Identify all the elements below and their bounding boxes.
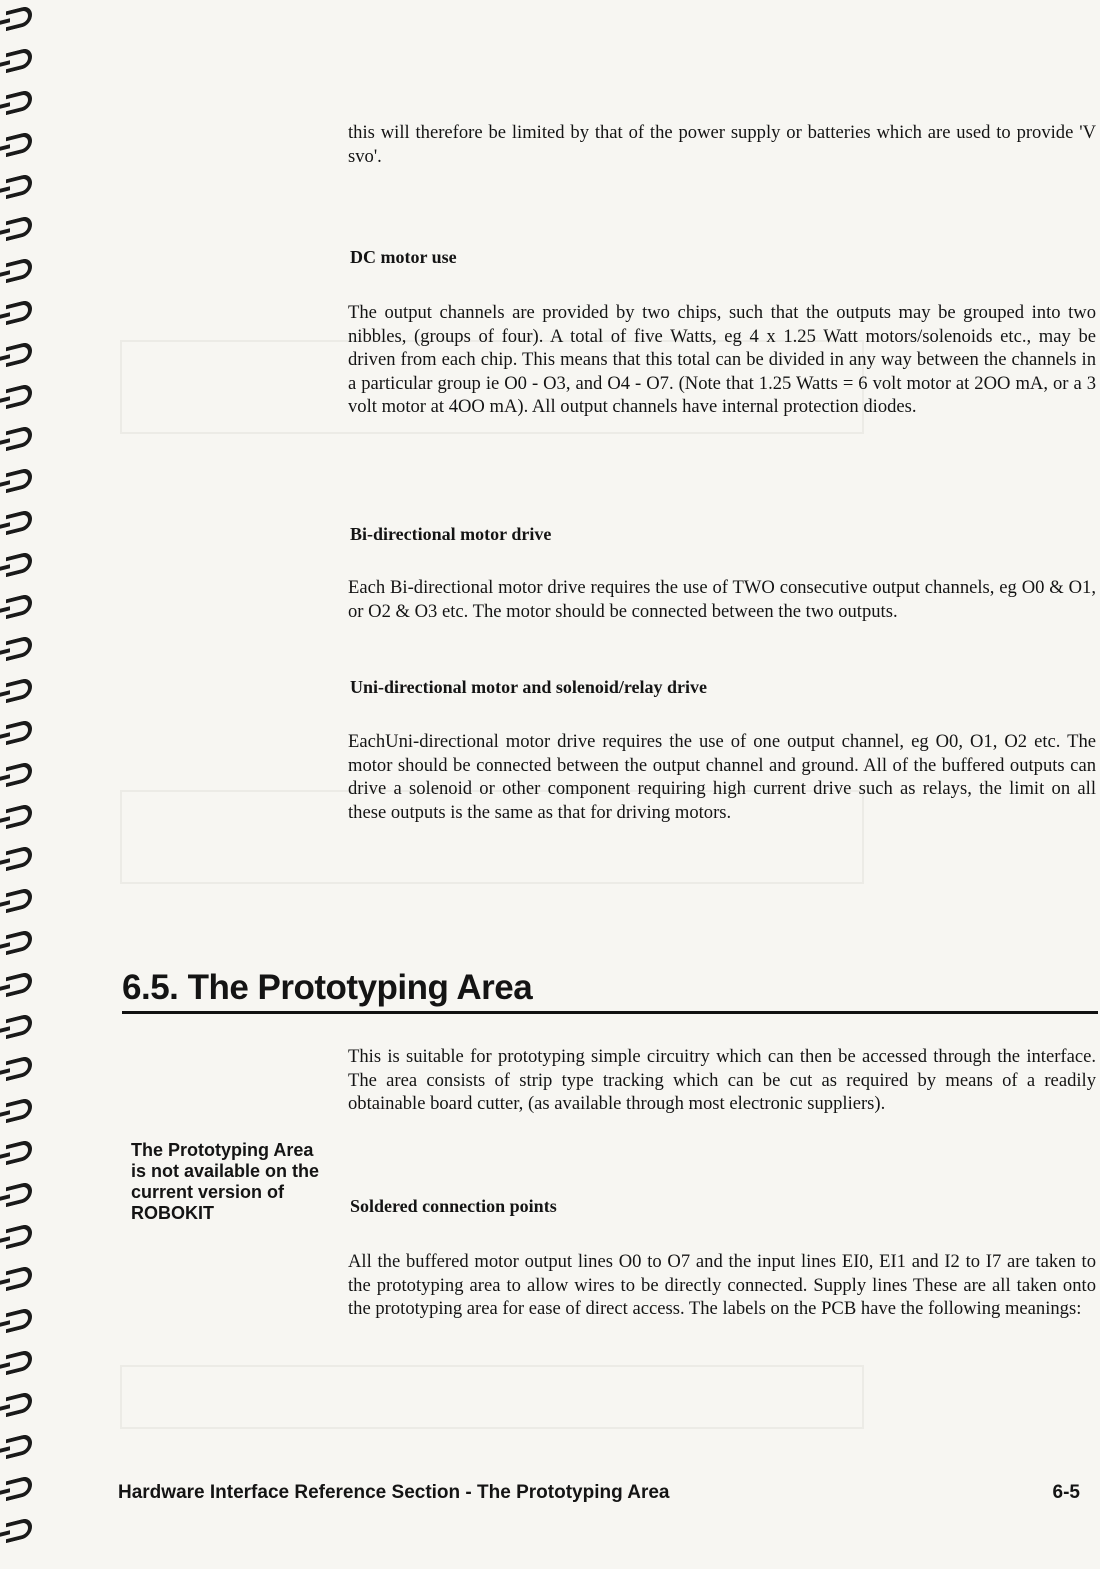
binding-ring [6,1139,32,1165]
prototyping-intro: This is suitable for prototyping simple circuitry which can then be accessed through the interface. The area consists of strip type tracking which can be cut as required by means of a readily obtainable board cutter, (as available through most electronic suppliers). [348,1046,1096,1114]
binding-ring [6,1391,32,1417]
binding-ring [6,971,32,997]
binding-ring [6,341,32,367]
binding-ring [6,1433,32,1459]
bidirectional-paragraph: Each Bi-directional motor drive requires the use of TWO consecutive output channels, eg O0 & O1, or O2 & O3 etc. The motor should be connected between the two outputs. [348,577,1096,622]
dc-motor-heading: DC motor use [350,247,457,267]
unidirectional-heading: Uni-directional motor and solenoid/relay drive [350,677,708,697]
binding-ring [6,887,32,913]
page-number: 6-5 [1052,1482,1080,1503]
soldered-heading: Soldered connection points [350,1196,557,1216]
binding-ring [6,131,32,157]
binding-ring [6,1307,32,1333]
binding-ring [6,299,32,325]
binding-ring [6,425,32,451]
binding-ring [6,803,32,829]
binding-ring [6,173,32,199]
section-heading: 6.5. The Prototyping Area [122,968,533,1007]
soldered-paragraph: All the buffered motor output lines O0 to O7 and the input lines EI0, EI1 and I2 to I7 are taken to the prototyping area to allow wires to be directly connected. Supply lines These are all taken onto the prototyping area for ease of direct access. The labels on the PCB have the following meanings: [348,1251,1096,1319]
binding-ring [6,509,32,535]
binding-ring [6,1181,32,1207]
binding-ring [6,845,32,871]
binding-ring [6,761,32,787]
bidirectional-heading: Bi-directional motor drive [350,524,552,544]
binding-ring [6,635,32,661]
binding-ring [6,1475,32,1501]
spiral-binding [0,0,48,1569]
section-rule [122,1011,1098,1014]
binding-ring [6,719,32,745]
binding-ring [6,1349,32,1375]
binding-ring [6,89,32,115]
binding-ring [6,1223,32,1249]
binding-ring [6,1517,32,1543]
continuation-paragraph: this will therefore be limited by that of the power supply or batteries which are used to provide 'V svo'. [348,122,1096,167]
binding-ring [6,551,32,577]
dc-motor-paragraph: The output channels are provided by two chips, such that the outputs may be grouped into two nibbles, (groups of four). A total of five Watts, eg 4 x 1.25 Watt motors/solenoids etc., may be driven from each chip. This means that this total can be divided in any way between the channels in a particular group ie O0 - O3, and O4 - O7. (Note that 1.25 Watts = 6 volt motor at 2OO mA, or a 3 volt motor at 4OO mA). All output channels have internal protection diodes. [348,302,1096,417]
binding-ring [6,929,32,955]
unidirectional-paragraph: EachUni-directional motor drive requires the use of one output channel, eg O0, O1, O2 etc. The motor should be connected between the output channel and ground. All of the buffered outputs can drive a solenoid or other component requiring high current drive such as relays, the limit on all these outputs is the same as that for driving motors. [348,731,1096,823]
footer-title: Hardware Interface Reference Section - The Prototyping Area [118,1482,670,1503]
binding-ring [6,1013,32,1039]
binding-ring [6,257,32,283]
show-through-box [120,1365,864,1429]
binding-ring [6,383,32,409]
binding-ring [6,5,32,31]
binding-ring [6,593,32,619]
binding-ring [6,467,32,493]
binding-ring [6,47,32,73]
binding-ring [6,215,32,241]
binding-ring [6,677,32,703]
binding-ring [6,1097,32,1123]
side-note: The Prototyping Area is not available on the current version of ROBOKIT [131,1140,320,1223]
binding-ring [6,1265,32,1291]
binding-ring [6,1055,32,1081]
